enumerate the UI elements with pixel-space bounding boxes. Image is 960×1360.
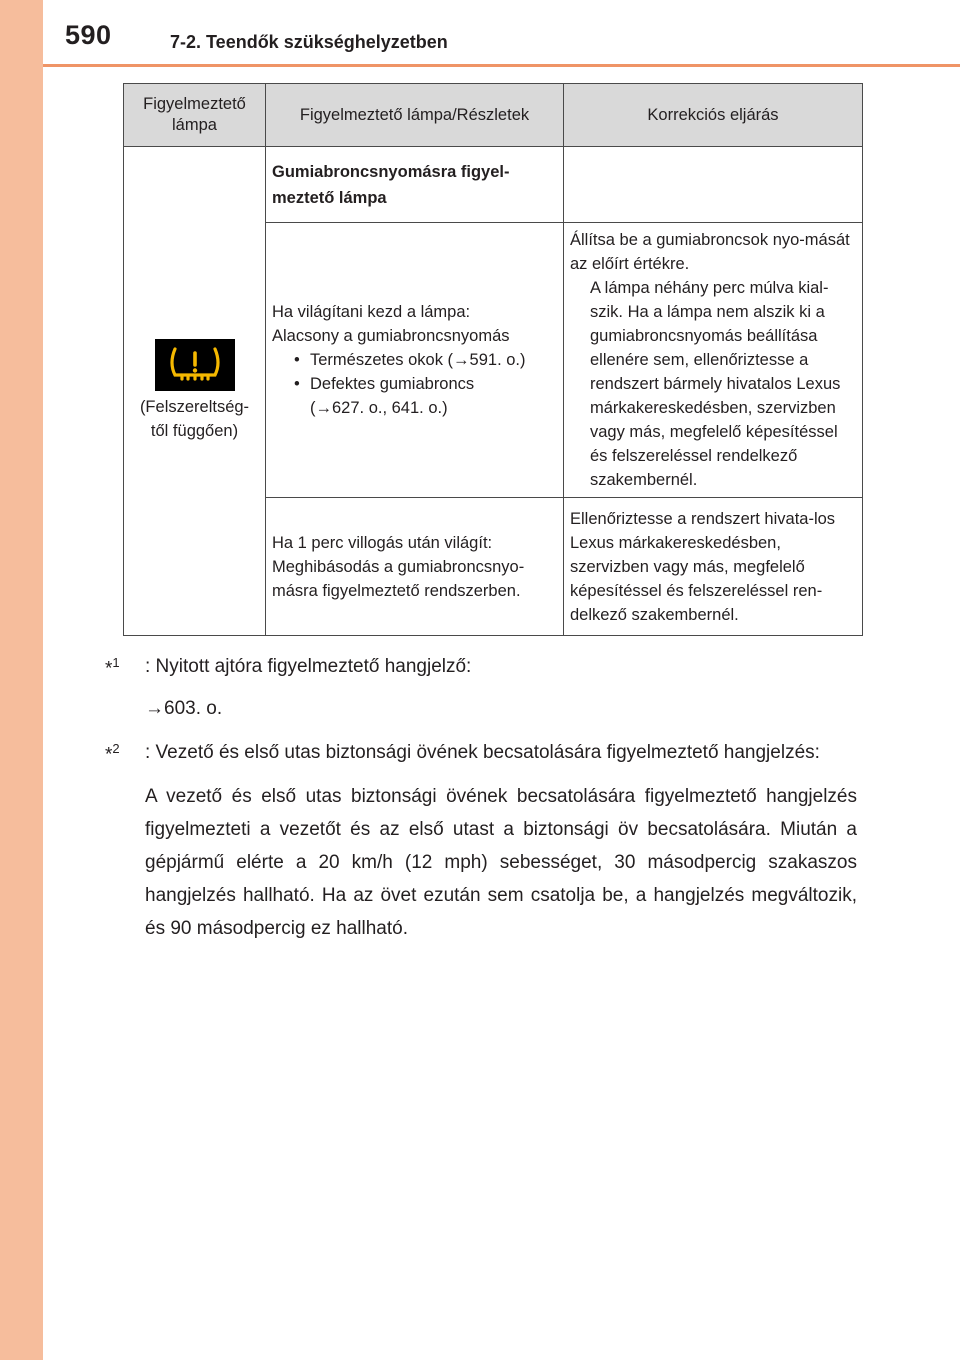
action-cell <box>564 498 863 636</box>
table-row <box>124 147 863 223</box>
empty-action-cell <box>564 147 863 223</box>
footnote-reference: →603. o. <box>145 698 223 719</box>
footnote-title: : Nyitott ajtóra figyelmeztető hangjelző: <box>145 656 472 677</box>
header-action: Korrekciós eljárás <box>564 84 863 147</box>
detail-cell <box>266 498 564 636</box>
list-item: • Természetes okok (→591. o.) <box>294 351 526 369</box>
page-number: 590 <box>65 20 112 50</box>
section-title: 7-2. Teendők szükséghelyzetben <box>170 32 448 52</box>
bullet-reference: (→627. o., 641. o.) <box>310 399 448 417</box>
page-header <box>43 0 960 66</box>
header-lamp: Figyelmeztető lámpa <box>124 84 266 147</box>
detail-intro: Ha 1 perc villogás után világít: <box>272 533 493 552</box>
action-cell <box>564 223 863 498</box>
action-text: Ellenőriztesse a rendszert hivata-los Lexus márkakereskedésben, szervizben vagy más, megfelelő képesítéssel és felszereléssel ren-delkező szakembernél. <box>570 509 836 624</box>
warning-lamp-table <box>123 83 863 636</box>
header-detail: Figyelmeztető lámpa/Részletek <box>266 84 564 147</box>
list-item: • Defektes gumiabroncs (→627. o., 641. o.) <box>294 375 475 417</box>
footnotes <box>105 650 857 945</box>
tire-pressure-warning-icon <box>155 339 235 391</box>
bullet-text: Természetes okok (→591. o.) <box>310 351 526 369</box>
row-title: Gumiabroncsnyomásra figyel-meztető lámpa <box>272 162 510 207</box>
cause-list <box>272 348 557 420</box>
row-title-cell <box>266 147 564 223</box>
table-header-row <box>124 84 863 147</box>
detail-cell <box>266 223 564 498</box>
footnote-2 <box>105 736 857 770</box>
detail-text: Meghibásodás a gumiabroncsnyo-másra figyelmeztető rendszerben. <box>272 557 525 600</box>
detail-intro: Ha világítani kezd a lámpa: <box>272 303 471 321</box>
footnote-marker: *$^1$ <box>105 655 120 680</box>
bullet-text: Defektes gumiabroncs <box>310 375 475 393</box>
lamp-availability-note: (Felszereltség-től függően) <box>139 398 250 440</box>
header-divider <box>43 64 960 67</box>
detail-cause: Alacsony a gumiabroncsnyomás <box>272 327 510 345</box>
footnote-marker: *$^2$ <box>105 741 120 766</box>
footnote-body: A vezető és első utas biztonsági övének becsatolására figyelmeztető hangjelzés figyelmezteti a vezetőt és az első utast a biztonsági öv becsatolására. Miután a gépjármű elérte a 20 km/h (12 mph) sebességet, 30 másodpercig szakaszos hangjelzés hallható. Ha az övet ezután sem csatolja be, a hangjelzés megváltozik, és 90 másodpercig ez hallható. <box>145 786 857 939</box>
action-main: Állítsa be a gumiabroncsok nyo-mását az előírt értékre. <box>570 231 850 273</box>
side-color-strip <box>0 0 43 1360</box>
action-sub: A lámpa néhány perc múlva kial-szik. Ha a lámpa nem alszik ki a gumiabroncsnyomás beállítása ellenére sem, ellenőriztesse a rendszert bármely hivatalos Lexus márkakereskedésben, szervizben vagy más, megfelelő képesítéssel és felszereléssel rendelkező szakembernél. <box>590 279 841 489</box>
footnote-title: : Vezető és első utas biztonsági övének becsatolására figyelmeztető hangjelzés: <box>145 742 820 763</box>
footnote-1 <box>105 650 857 684</box>
lamp-cell <box>124 147 266 636</box>
